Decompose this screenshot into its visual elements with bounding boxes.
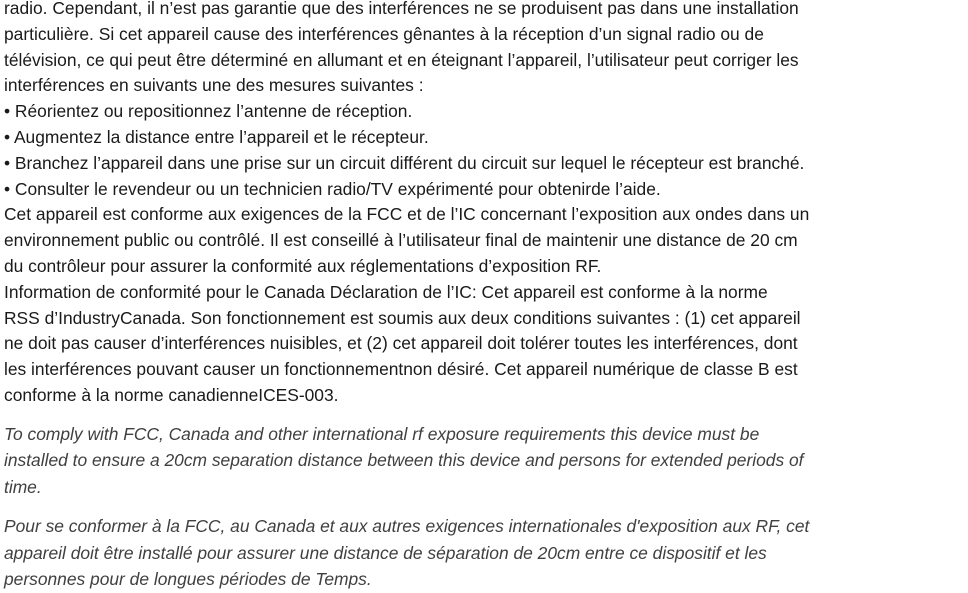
text-line: Pour se conformer à la FCC, au Canada et aux autres exigences internationales d'exposition aux RF, cet — [4, 516, 810, 537]
text-line: Information de conformité pour le Canada Déclaration de l’IC: Cet appareil est conforme à la norme — [4, 281, 768, 302]
bullet-item: • Réorientez ou repositionnez l’antenne de réception. — [4, 101, 413, 122]
text-line: installed to ensure a 20cm separation distance between this device and persons for extended periods of — [4, 450, 804, 471]
text-line: du contrôleur pour assurer la conformité aux réglementations d’exposition RF. — [4, 255, 602, 276]
text-line: radio. Cependant, il n’est pas garantie que des interférences ne se produisent pas dans une installation — [4, 0, 799, 18]
bullet-item: • Consulter le revendeur ou un technicien radio/TV expérimenté pour obtenirde l’aide. — [4, 178, 661, 199]
text-line: ne doit pas causer d’interférences nuisibles, et (2) cet appareil doit tolérer toutes les interférences, dont — [4, 333, 798, 354]
text-line: personnes pour de longues périodes de Temps. — [4, 569, 372, 590]
bullet-item: • Augmentez la distance entre l’appareil et le récepteur. — [4, 126, 429, 147]
french-rf-exposure-paragraph — [4, 513, 966, 593]
document-page — [4, 0, 966, 593]
text-line: particulière. Si cet appareil cause des interférences gênantes à la réception d’un signal radio ou de — [4, 23, 764, 44]
text-line: les interférences pouvant causer un fonctionnementnon désiré. Cet appareil numérique de classe B est — [4, 359, 798, 380]
text-line: environnement public ou contrôlé. Il est conseillé à l’utilisateur final de maintenir une distance de 20 cm — [4, 230, 798, 251]
text-line: Cet appareil est conforme aux exigences de la FCC et de l’IC concernant l’exposition aux ondes dans un — [4, 204, 810, 225]
text-line: télévision, ce qui peut être déterminé en allumant et en éteignant l’appareil, l’utilisateur peut corriger les — [4, 49, 799, 70]
french-compliance-text — [4, 0, 966, 409]
text-line: conforme à la norme canadienneICES-003. — [4, 384, 339, 405]
english-rf-exposure-paragraph — [4, 421, 966, 501]
text-line: RSS d’IndustryCanada. Son fonctionnement est soumis aux deux conditions suivantes : (1) cet appareil — [4, 307, 801, 328]
text-line: time. — [4, 476, 42, 497]
text-line: appareil doit être installé pour assurer une distance de séparation de 20cm entre ce dispositif et les — [4, 542, 767, 563]
bullet-item: • Branchez l’appareil dans une prise sur un circuit différent du circuit sur lequel le récepteur est branché. — [4, 152, 805, 173]
text-line: To comply with FCC, Canada and other international rf exposure requirements this device must be — [4, 423, 760, 444]
text-line: interférences en suivants une des mesures suivantes : — [4, 75, 424, 96]
